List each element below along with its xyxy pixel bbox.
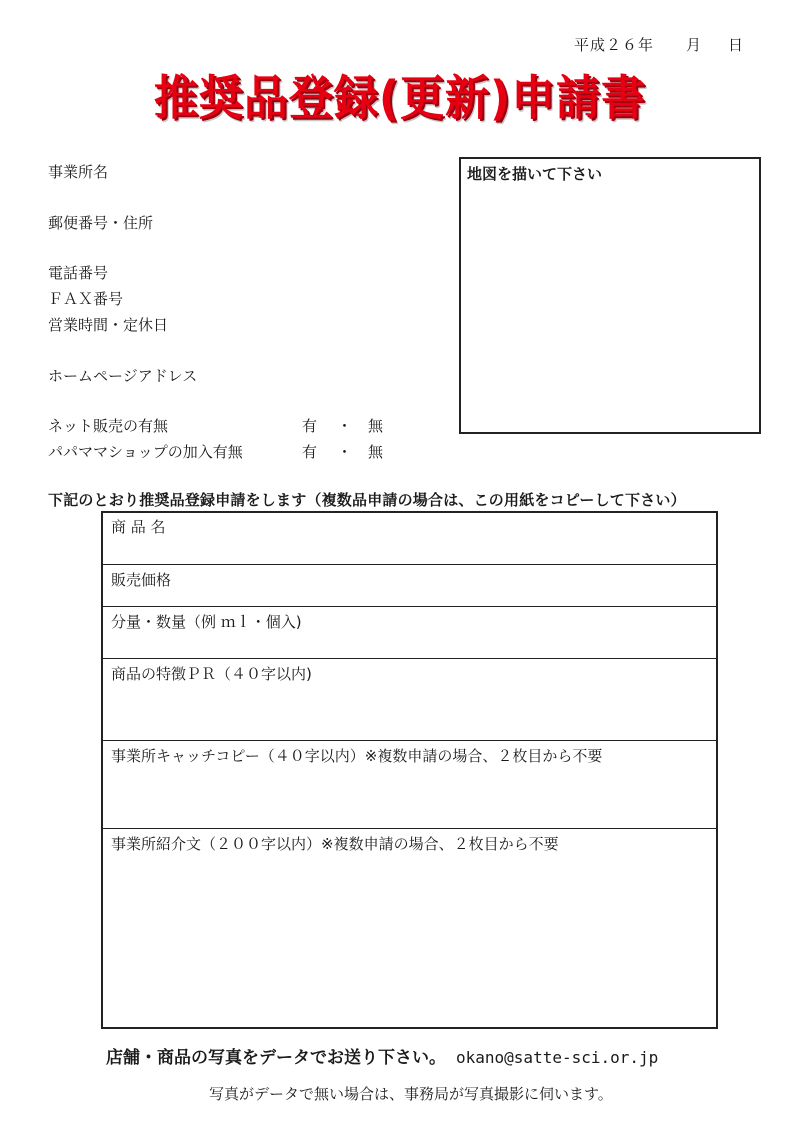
row-label: 事業所キャッチコピー（４０字以内）※複数申請の場合、２枚目から不要 (111, 747, 603, 765)
footer-photo-request (106, 1043, 658, 1068)
product-table (101, 511, 718, 1029)
net-sales-no[interactable]: 無 (368, 417, 384, 435)
row-quantity[interactable] (103, 606, 716, 659)
row-catch-copy[interactable] (103, 740, 716, 829)
form-title: 推奨品登録(更新)申請書 (153, 71, 647, 127)
application-instruction: 下記のとおり推奨品登録申請をします（複数品申請の場合は、この用紙をコピーして下さい） (48, 491, 686, 509)
date-line (574, 34, 744, 55)
contact-email[interactable]: okano@satte-sci.or.jp (456, 1048, 659, 1067)
label-fax: ＦＡＸ番号 (48, 290, 124, 308)
date-month: 月 (686, 36, 703, 54)
label-homepage: ホームページアドレス (48, 367, 198, 385)
label-papamama-shop: パパママショップの加入有無 (48, 443, 243, 461)
footer-photo-note: 写真がデータで無い場合は、事務局が写真撮影に伺います。 (209, 1085, 613, 1103)
send-photos-text: 店舗・商品の写真をデータでお送り下さい。 (106, 1048, 446, 1068)
map-drawing-box[interactable] (459, 157, 761, 434)
date-day: 日 (728, 36, 745, 54)
label-hours: 営業時間・定休日 (48, 316, 169, 334)
row-label: 分量・数量（例 ｍｌ・個入) (111, 613, 302, 631)
row-product-pr[interactable] (103, 658, 716, 741)
row-label: 販売価格 (111, 571, 172, 589)
row-price[interactable] (103, 564, 716, 607)
papamama-separator: ・ (337, 443, 353, 461)
row-label: 商 品 名 (111, 518, 166, 536)
label-net-sales: ネット販売の有無 (48, 417, 169, 435)
row-product-name[interactable] (103, 512, 716, 564)
map-label: 地図を描いて下さい (467, 165, 603, 183)
net-sales-yes[interactable]: 有 (302, 417, 318, 435)
papamama-yes[interactable]: 有 (302, 443, 318, 461)
row-label: 事業所紹介文（２００字以内）※複数申請の場合、２枚目から不要 (111, 835, 559, 853)
label-office-name: 事業所名 (48, 163, 109, 181)
row-office-intro[interactable] (103, 828, 716, 1029)
row-label: 商品の特徴ＰＲ（４０字以内) (111, 665, 312, 683)
papamama-no[interactable]: 無 (368, 443, 384, 461)
date-era-year: 平成２６年 (574, 36, 655, 54)
label-phone: 電話番号 (48, 264, 109, 282)
net-sales-separator: ・ (337, 417, 353, 435)
label-postal-address: 郵便番号・住所 (48, 214, 154, 232)
